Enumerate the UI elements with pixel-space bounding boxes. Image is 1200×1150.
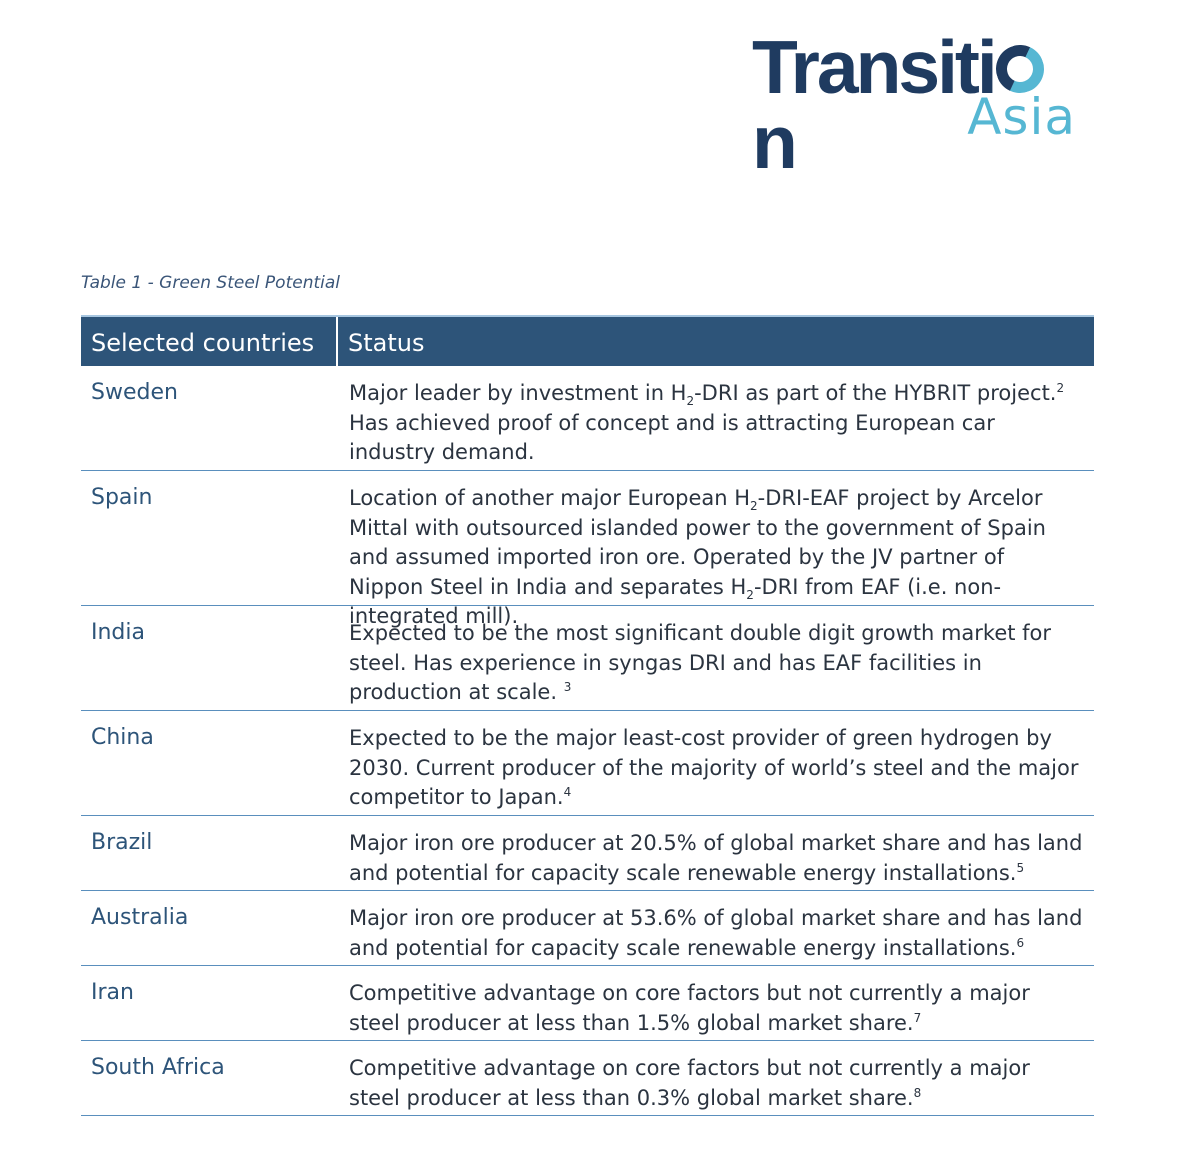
status-cell: Major iron ore producer at 20.5% of global market share and has land and potential for capacity scale renewable energy installations.$^5$ [349,831,1083,885]
country-cell: Brazil [91,830,153,855]
table-row [81,966,1094,1041]
header-status: Status [348,329,425,357]
table-header [81,315,1094,366]
table-row [81,606,1094,711]
table-row [81,711,1094,816]
country-cell: China [91,725,154,750]
footnote-ref: 6 [1016,935,1025,950]
country-cell: Sweden [91,380,178,405]
country-cell: Iran [91,980,134,1005]
table-row [81,816,1094,891]
country-cell: India [91,620,145,645]
country-cell: Spain [91,485,153,510]
table-row [81,471,1094,628]
table-row [81,1041,1094,1116]
footnote-ref: 8 [913,1085,922,1100]
footnote-ref: 2 [1056,381,1065,395]
status-cell: Expected to be the most significant double digit growth market for steel. Has experience in syngas DRI and has EAF facilities in production at scale. $^3$ [349,621,1052,704]
footnote-ref: 5 [1016,860,1025,875]
status-cell: Competitive advantage on core factors but not currently a major steel producer at less than 1.5% global market share.$^7$ [349,981,1030,1035]
footnote-ref: 7 [913,1010,922,1025]
country-cell: Australia [91,905,189,930]
status-cell: Major leader by investment in $H_2$-DRI as part of the HYBRIT project.$^2$ Has achieved proof of concept and is attracting European car industry demand. [349,381,1065,464]
header-selected-countries: Selected countries [81,317,338,366]
country-cell: South Africa [91,1055,225,1080]
status-cell: Location of another major European $H_2-DRI$-EAF project by Arcelor Mittal with outsourced islanded power to the government of Spain and assumed imported iron ore. Operated by the JV partner of Nippon Steel in India and separates $H_2$-DRI from EAF (i.e. non-integrated mill). [349,486,1046,628]
status-cell: Competitive advantage on core factors but not currently a major steel producer at less than 0.3% global market share.$^8$ [349,1056,1030,1110]
footnote-ref: 3 [563,680,572,694]
transition-asia-logo [752,25,1082,184]
footnote-ref: 4 [563,785,572,799]
table-row [81,366,1094,471]
logo-sub: Asia [967,88,1076,146]
table-row [81,891,1094,966]
green-steel-table [81,315,1094,1116]
logo-wordmark: Transitin [752,30,1082,180]
status-cell: Expected to be the major least-cost provider of green hydrogen by 2030. Current producer of the majority of world’s steel and the major competitor to Japan.$^4$ [349,726,1079,809]
table-caption: Table 1 - Green Steel Potential [81,273,340,293]
status-cell: Major iron ore producer at 53.6% of global market share and has land and potential for capacity scale renewable energy installations.$^6$ [349,906,1083,960]
